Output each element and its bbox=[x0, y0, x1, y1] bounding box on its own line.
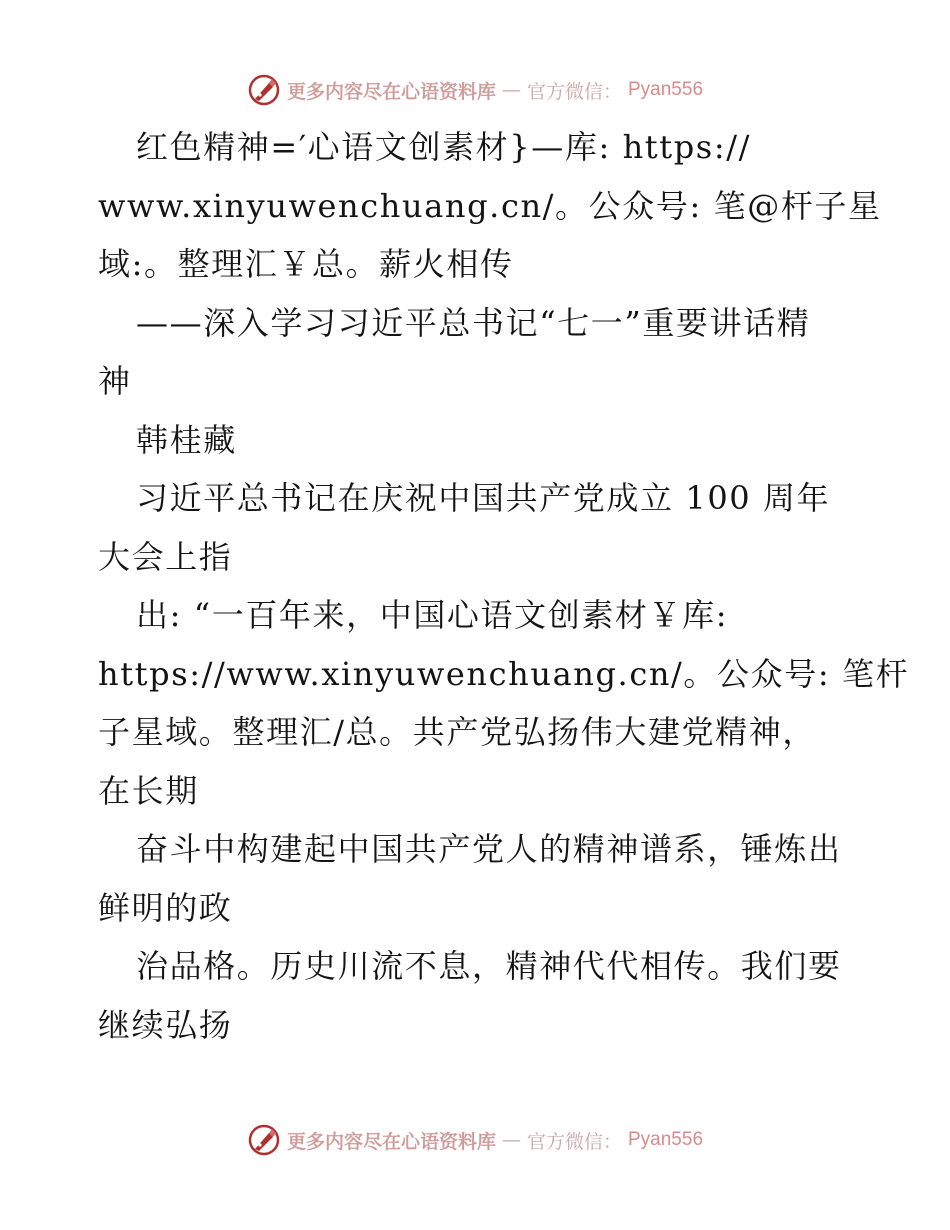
text-line: https://www.xinyuwenchuang.cn/。公众号: 笔杆 bbox=[98, 654, 910, 693]
footer-wechat-label: 官方微信： bbox=[526, 1130, 622, 1153]
text-line: 红色精神=′心语文创素材}—库: https:// bbox=[136, 128, 751, 166]
document-body bbox=[98, 118, 910, 1054]
author-name: 韩桂藏 bbox=[136, 420, 237, 459]
text-line: 大会上指 bbox=[98, 537, 233, 576]
text-line: ——深入学习习近平总书记“七一”重要讲话精 bbox=[136, 303, 811, 342]
text-line: 继续弘扬 bbox=[98, 1005, 233, 1044]
text-line: 鲜明的政 bbox=[98, 888, 233, 927]
text-line: 域:。整理汇￥总。薪火相传 bbox=[98, 245, 514, 283]
text-line: www.xinyuwenchuang.cn/。公众号: 笔@杆子星 bbox=[98, 186, 882, 225]
text-line: 神 bbox=[98, 362, 132, 400]
text-line: 子星域。整理汇/总。共产党弘扬伟大建党精神， bbox=[98, 713, 816, 751]
footer-wechat-id: Pyan556 bbox=[628, 1129, 704, 1150]
header-banner-text: 更多内容尽在心语资料库 bbox=[286, 80, 496, 103]
text-line: 在长期 bbox=[98, 771, 199, 810]
text-line: 出: “一百年来，中国心语文创素材￥库: bbox=[136, 596, 729, 634]
header-wechat-id: Pyan556 bbox=[628, 79, 704, 100]
text-line: 奋斗中构建起中国共产党人的精神谱系，锤炼出 bbox=[136, 830, 842, 868]
pen-nib-logo-icon bbox=[247, 73, 281, 107]
footer-banner bbox=[0, 1120, 950, 1160]
footer-banner-text: 更多内容尽在心语资料库 bbox=[286, 1130, 496, 1153]
footer-banner-separator: — bbox=[501, 1129, 521, 1151]
header-banner bbox=[0, 70, 950, 110]
text-line: 治品格。历史川流不息，精神代代相传。我们要 bbox=[136, 947, 842, 985]
header-banner-separator: — bbox=[501, 79, 521, 101]
header-wechat-label: 官方微信： bbox=[526, 80, 622, 103]
text-line: 习近平总书记在庆祝中国共产党成立 100 周年 bbox=[136, 479, 831, 517]
pen-nib-logo-icon bbox=[247, 1123, 281, 1157]
